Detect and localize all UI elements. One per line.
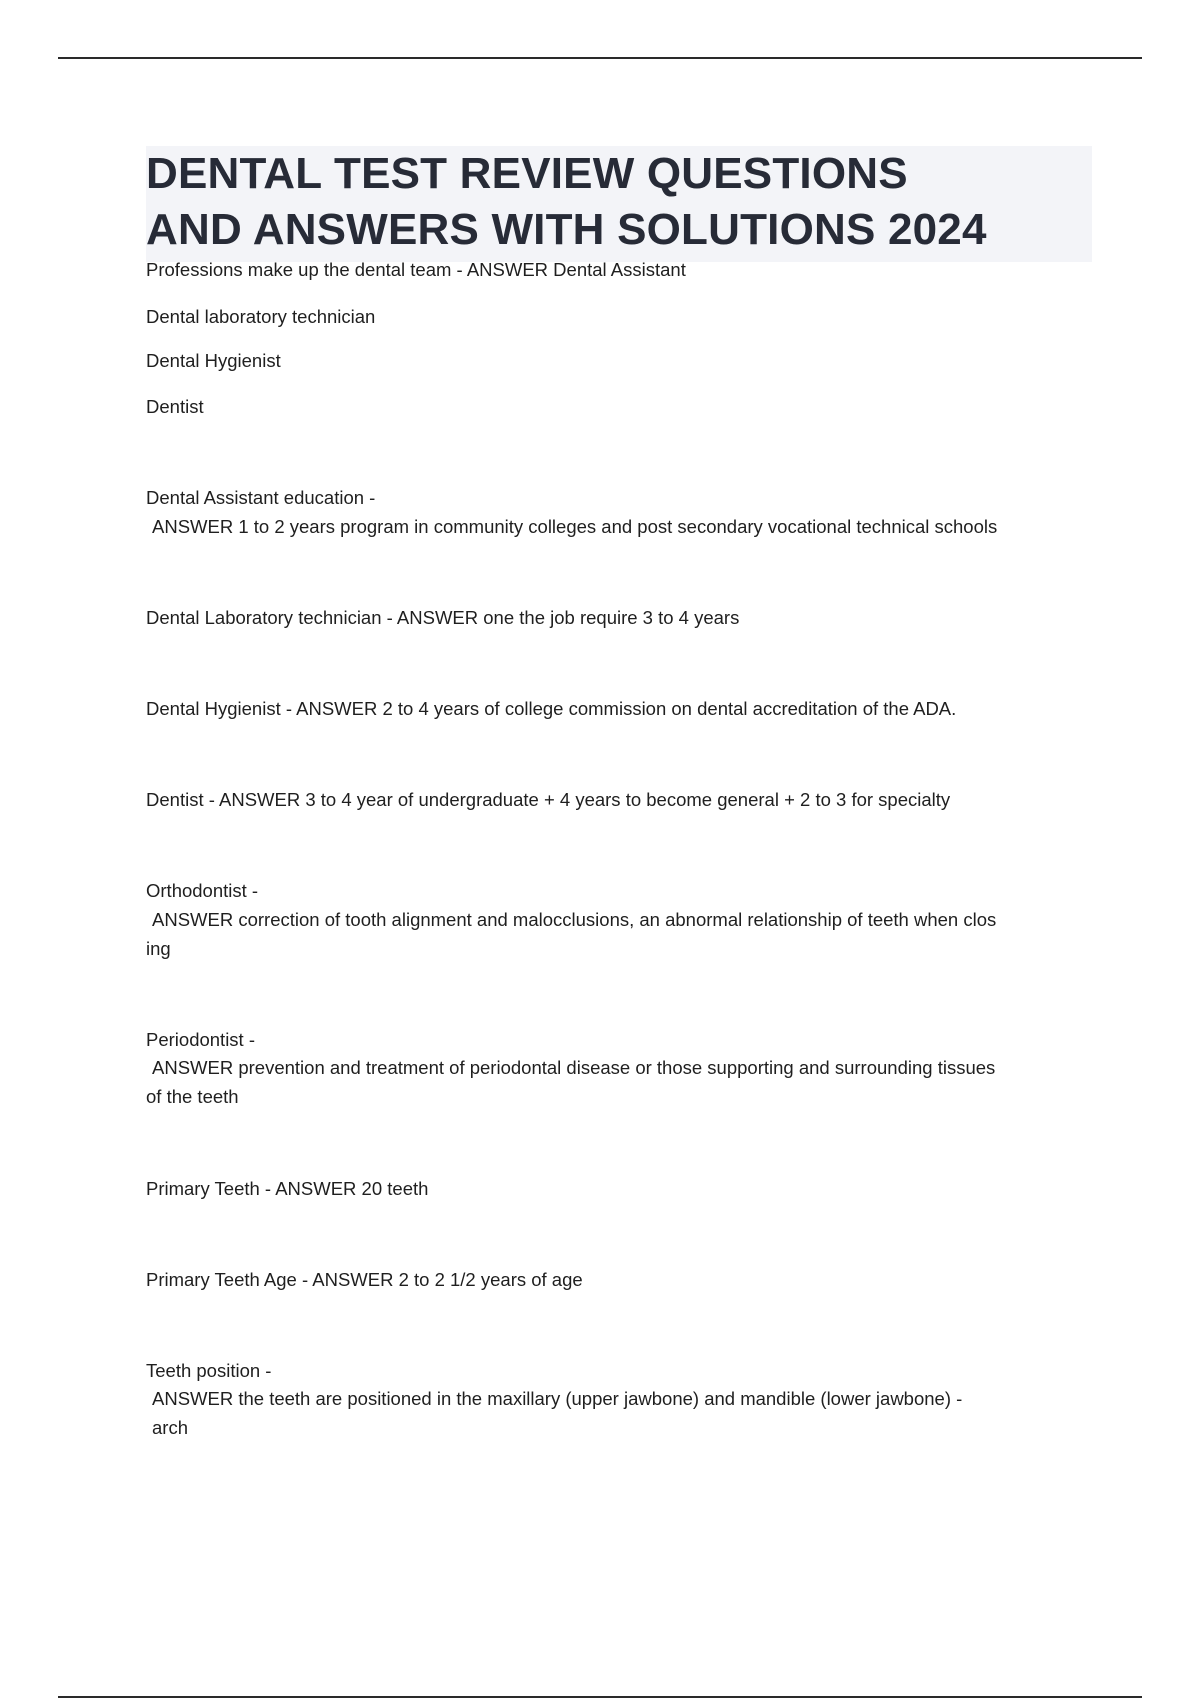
qa-line: Dentist [146, 396, 204, 417]
qa-question: Dental Assistant education - [146, 487, 376, 508]
qa-line: Dental Laboratory technician - ANSWER one the job require 3 to 4 years [146, 607, 740, 628]
qa-answer-continued: ing [146, 938, 171, 959]
qa-line: Professions make up the dental team - ANSWER Dental Assistant [146, 259, 686, 280]
qa-answer: ANSWER prevention and treatment of periodontal disease or those supporting and surrounding tissues [152, 1057, 996, 1078]
qa-question: Teeth position - [146, 1360, 272, 1381]
qa-question: Periodontist - [146, 1029, 255, 1050]
qa-answer: ANSWER 1 to 2 years program in community colleges and post secondary vocational technical schools [152, 516, 998, 537]
qa-line: Dental laboratory technician [146, 306, 376, 327]
qa-line: Primary Teeth - ANSWER 20 teeth [146, 1178, 429, 1199]
qa-line: Primary Teeth Age - ANSWER 2 to 2 1/2 years of age [146, 1269, 583, 1290]
qa-question: Orthodontist - [146, 880, 259, 901]
header-rule [58, 57, 1142, 59]
document-title-line-2: AND ANSWERS WITH SOLUTIONS 2024 [146, 205, 987, 254]
qa-answer: ANSWER correction of tooth alignment and malocclusions, an abnormal relationship of teeth when clos [152, 909, 997, 930]
qa-line: Dentist - ANSWER 3 to 4 year of undergraduate + 4 years to become general + 2 to 3 for specialty [146, 789, 951, 810]
qa-line: Dental Hygienist - ANSWER 2 to 4 years of college commission on dental accreditation of the ADA. [146, 698, 957, 719]
document-title [146, 146, 1092, 258]
qa-answer-continued: arch [152, 1417, 188, 1438]
qa-answer: ANSWER the teeth are positioned in the maxillary (upper jawbone) and mandible (lower jawbone) - [152, 1388, 963, 1409]
qa-line: Dental Hygienist [146, 350, 281, 371]
qa-answer-continued: of the teeth [146, 1086, 239, 1107]
title-block [146, 146, 1092, 262]
footer-rule [58, 1696, 1142, 1698]
document-title-line-1: DENTAL TEST REVIEW QUESTIONS [146, 149, 908, 198]
